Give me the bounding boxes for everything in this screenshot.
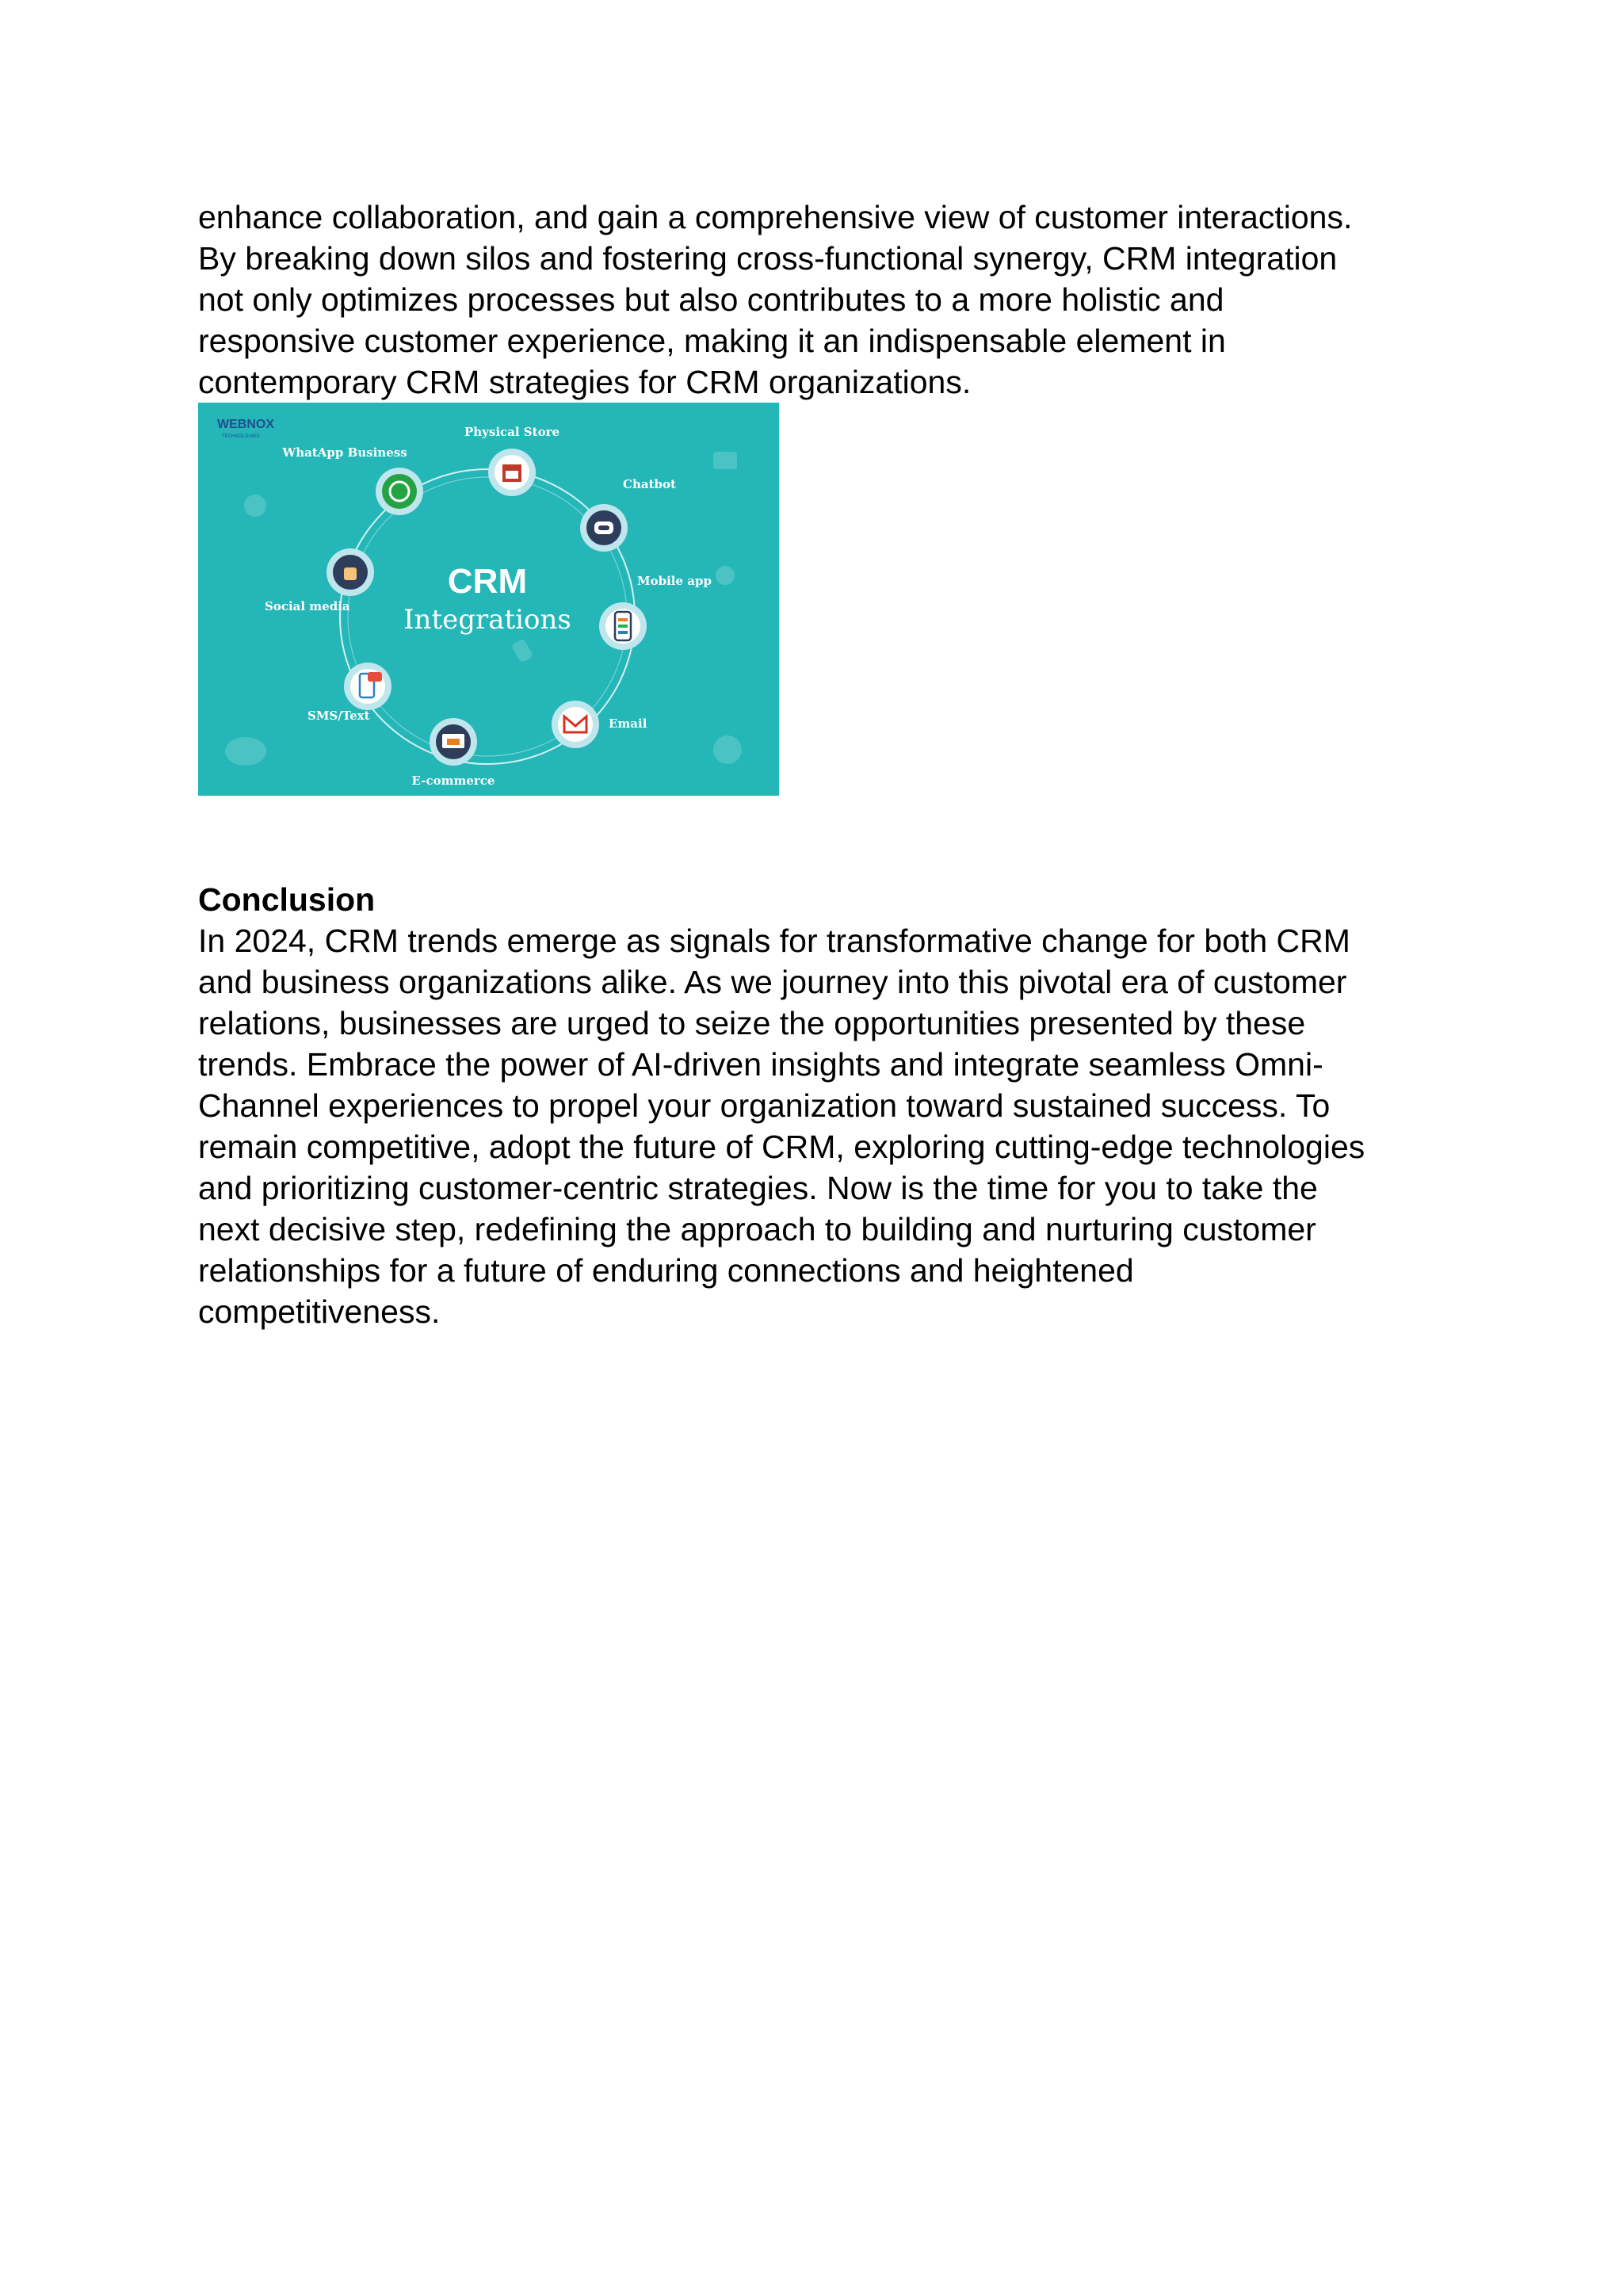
crm-integrations-illustration	[198, 403, 779, 796]
conclusion-line: remain competitive, adopt the future of CRM, exploring cutting-edge technologies	[198, 1129, 1365, 1165]
node-email	[552, 701, 647, 748]
svg-text:Social media: Social media	[265, 599, 350, 613]
svg-text:WEBNOX: WEBNOX	[217, 418, 274, 431]
integrations-subtitle: Integrations	[403, 604, 571, 636]
node-mobile-app	[599, 574, 712, 650]
svg-text:Chatbot: Chatbot	[623, 477, 676, 491]
svg-text:TECHNOLOGIES: TECHNOLOGIES	[222, 434, 260, 439]
bg-decor-icon	[716, 566, 735, 585]
intro-line: not only optimizes processes but also contributes to a more holistic and	[198, 281, 1224, 318]
bg-decor-icon	[713, 452, 737, 469]
svg-text:Email: Email	[609, 716, 647, 731]
conclusion-line: competitiveness.	[198, 1293, 441, 1330]
conclusion-heading: Conclusion	[198, 881, 376, 918]
bg-decor-icon	[225, 737, 266, 766]
conclusion-line: trends. Embrace the power of AI-driven insights and integrate seamless Omni-	[198, 1046, 1323, 1083]
node-sms	[307, 663, 391, 723]
svg-text:E-commerce: E-commerce	[411, 774, 495, 788]
bg-decor-icon	[713, 735, 742, 764]
whatsapp-icon	[382, 474, 417, 509]
svg-text:WhatApp Business: WhatApp Business	[282, 445, 407, 460]
node-ecommerce	[412, 718, 495, 788]
conclusion-line: relations, businesses are urged to seize the opportunities presented by these	[198, 1005, 1306, 1041]
node-physical-store	[464, 425, 559, 496]
crm-title: CRM	[447, 562, 528, 601]
conclusion-line: relationships for a future of enduring connections and heightened	[198, 1252, 1134, 1289]
intro-line: By breaking down silos and fostering cross-functional synergy, CRM integration	[198, 240, 1338, 277]
node-whatsapp	[281, 445, 423, 515]
intro-line: responsive customer experience, making it an indispensable element in	[198, 323, 1226, 359]
svg-text:Physical Store: Physical Store	[464, 425, 560, 439]
bg-decor-icon	[244, 495, 266, 517]
conclusion-line: In 2024, CRM trends emerge as signals for transformative change for both CRM	[198, 923, 1350, 959]
document-page	[198, 197, 1458, 1332]
webnox-logo	[217, 418, 274, 439]
svg-text:Mobile app: Mobile app	[637, 574, 712, 588]
intro-line: contemporary CRM strategies for CRM organizations.	[198, 364, 972, 400]
svg-text:SMS/Text: SMS/Text	[307, 709, 370, 723]
conclusion-line: and business organizations alike. As we journey into this pivotal era of customer	[198, 964, 1347, 1000]
conclusion-line: next decisive step, redefining the approach to building and nurturing customer	[198, 1211, 1316, 1247]
bg-decor-icon	[511, 638, 534, 663]
node-social-media	[265, 548, 374, 613]
conclusion-line: Channel experiences to propel your organization toward sustained success. To	[198, 1087, 1331, 1124]
conclusion-paragraph	[198, 920, 1458, 1332]
intro-line: enhance collaboration, and gain a comprehensive view of customer interactions.	[198, 199, 1353, 235]
crm-integrations-figure	[198, 403, 779, 796]
conclusion-section	[198, 879, 1458, 1332]
intro-paragraph	[198, 197, 1458, 403]
node-chatbot	[580, 477, 676, 552]
conclusion-line: and prioritizing customer-centric strategies. Now is the time for you to take the	[198, 1170, 1318, 1206]
